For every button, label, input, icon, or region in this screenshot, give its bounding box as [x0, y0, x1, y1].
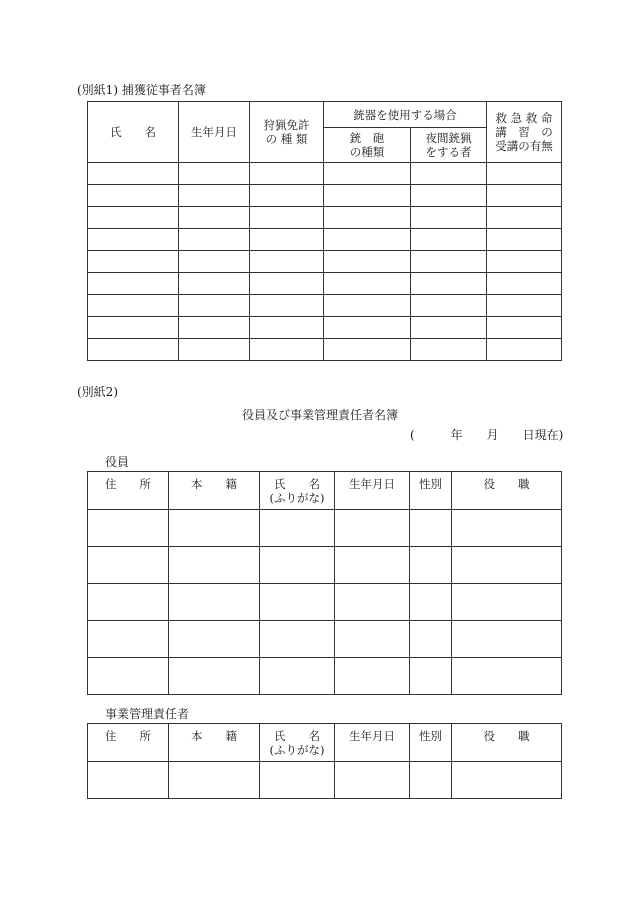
blank-cell[interactable] — [88, 339, 179, 361]
header-address: 住 所 — [88, 724, 169, 762]
officers-header-row — [88, 472, 562, 510]
blank-cell[interactable] — [250, 229, 324, 251]
blank-cell[interactable] — [169, 584, 260, 621]
blank-cell[interactable] — [324, 207, 411, 229]
blank-cell[interactable] — [179, 339, 250, 361]
blank-cell[interactable] — [335, 658, 410, 695]
hunter-row — [88, 185, 562, 207]
header-night-hunting: 夜間銃猟 をする者 — [411, 128, 487, 163]
blank-cell[interactable] — [179, 207, 250, 229]
officer-row — [88, 510, 562, 547]
blank-cell[interactable] — [324, 185, 411, 207]
hunter-row — [88, 339, 562, 361]
header-name: 氏 名 (ふりがな) — [260, 724, 335, 762]
blank-cell[interactable] — [411, 207, 487, 229]
blank-cell[interactable] — [260, 762, 335, 799]
blank-cell[interactable] — [487, 273, 562, 295]
manager-label: 事業管理責任者 — [105, 707, 190, 721]
blank-cell[interactable] — [452, 762, 562, 799]
blank-cell[interactable] — [88, 547, 169, 584]
header-birthdate: 生年月日 — [179, 102, 250, 163]
blank-cell[interactable] — [335, 621, 410, 658]
blank-cell[interactable] — [411, 229, 487, 251]
hunter-row — [88, 295, 562, 317]
blank-cell[interactable] — [487, 339, 562, 361]
blank-cell[interactable] — [179, 295, 250, 317]
blank-cell[interactable] — [487, 185, 562, 207]
header-gun-type: 銃 砲 の種類 — [324, 128, 411, 163]
blank-cell[interactable] — [169, 658, 260, 695]
blank-cell[interactable] — [452, 547, 562, 584]
blank-cell[interactable] — [324, 295, 411, 317]
blank-cell[interactable] — [410, 584, 452, 621]
blank-cell[interactable] — [411, 185, 487, 207]
header-sex: 性別 — [410, 472, 452, 510]
blank-cell[interactable] — [250, 295, 324, 317]
officer-row — [88, 547, 562, 584]
blank-cell[interactable] — [411, 339, 487, 361]
blank-cell[interactable] — [324, 163, 411, 185]
blank-cell[interactable] — [88, 621, 169, 658]
blank-cell[interactable] — [410, 547, 452, 584]
blank-cell[interactable] — [88, 163, 179, 185]
blank-cell[interactable] — [335, 584, 410, 621]
header-domicile: 本 籍 — [169, 472, 260, 510]
hunter-row — [88, 229, 562, 251]
blank-cell[interactable] — [179, 317, 250, 339]
blank-cell[interactable] — [88, 584, 169, 621]
blank-cell[interactable] — [411, 317, 487, 339]
blank-cell[interactable] — [88, 762, 169, 799]
header-name: 氏 名 (ふりがな) — [260, 472, 335, 510]
blank-cell[interactable] — [88, 317, 179, 339]
blank-cell[interactable] — [169, 762, 260, 799]
blank-cell[interactable] — [260, 658, 335, 695]
header-birthdate: 生年月日 — [335, 724, 410, 762]
hunter-row — [88, 317, 562, 339]
manager-table — [87, 723, 562, 799]
blank-cell[interactable] — [410, 621, 452, 658]
blank-cell[interactable] — [410, 762, 452, 799]
blank-cell[interactable] — [335, 510, 410, 547]
manager-row — [88, 762, 562, 799]
blank-cell[interactable] — [250, 317, 324, 339]
hunter-row — [88, 273, 562, 295]
blank-cell[interactable] — [324, 273, 411, 295]
blank-cell[interactable] — [250, 251, 324, 273]
blank-cell[interactable] — [88, 510, 169, 547]
blank-cell[interactable] — [250, 339, 324, 361]
section2-label: (別紙2) — [77, 385, 118, 399]
blank-cell[interactable] — [88, 295, 179, 317]
manager-header-row — [88, 724, 562, 762]
blank-cell[interactable] — [179, 251, 250, 273]
blank-cell[interactable] — [179, 185, 250, 207]
blank-cell[interactable] — [260, 510, 335, 547]
officers-table — [87, 471, 562, 695]
header-license-type: 狩猟免許 の 種 類 — [250, 102, 324, 163]
blank-cell[interactable] — [324, 251, 411, 273]
blank-cell[interactable] — [88, 658, 169, 695]
blank-cell[interactable] — [179, 163, 250, 185]
blank-cell[interactable] — [260, 584, 335, 621]
officer-row — [88, 658, 562, 695]
header-birthdate: 生年月日 — [335, 472, 410, 510]
officer-row — [88, 584, 562, 621]
blank-cell[interactable] — [324, 317, 411, 339]
blank-cell[interactable] — [324, 339, 411, 361]
blank-cell[interactable] — [410, 510, 452, 547]
blank-cell[interactable] — [169, 547, 260, 584]
blank-cell[interactable] — [452, 510, 562, 547]
blank-cell[interactable] — [250, 207, 324, 229]
officer-row — [88, 621, 562, 658]
blank-cell[interactable] — [250, 185, 324, 207]
hunter-row — [88, 207, 562, 229]
blank-cell[interactable] — [410, 658, 452, 695]
header-position: 役 職 — [452, 724, 562, 762]
header-address: 住 所 — [88, 472, 169, 510]
blank-cell[interactable] — [260, 621, 335, 658]
blank-cell[interactable] — [250, 273, 324, 295]
blank-cell[interactable] — [169, 621, 260, 658]
blank-cell[interactable] — [88, 229, 179, 251]
blank-cell[interactable] — [452, 621, 562, 658]
blank-cell[interactable] — [88, 273, 179, 295]
blank-cell[interactable] — [411, 163, 487, 185]
blank-cell[interactable] — [324, 229, 411, 251]
blank-cell[interactable] — [88, 207, 179, 229]
blank-cell[interactable] — [411, 251, 487, 273]
hunter-roster-table — [87, 101, 562, 361]
hunter-row — [88, 163, 562, 185]
blank-cell[interactable] — [411, 295, 487, 317]
blank-cell[interactable] — [452, 584, 562, 621]
blank-cell[interactable] — [452, 658, 562, 695]
header-sex: 性別 — [410, 724, 452, 762]
blank-cell[interactable] — [487, 163, 562, 185]
blank-cell[interactable] — [335, 547, 410, 584]
blank-cell[interactable] — [487, 229, 562, 251]
blank-cell[interactable] — [250, 163, 324, 185]
section1-label: (別紙1) 捕獲従事者名簿 — [77, 83, 206, 97]
header-position: 役 職 — [452, 472, 562, 510]
blank-cell[interactable] — [335, 762, 410, 799]
blank-cell[interactable] — [487, 251, 562, 273]
officers-label: 役員 — [105, 455, 130, 469]
blank-cell[interactable] — [88, 185, 179, 207]
blank-cell[interactable] — [487, 295, 562, 317]
blank-cell[interactable] — [260, 547, 335, 584]
date-line: ( 年 月 日現在) — [410, 428, 564, 442]
header-domicile: 本 籍 — [169, 724, 260, 762]
blank-cell[interactable] — [179, 273, 250, 295]
blank-cell[interactable] — [169, 510, 260, 547]
blank-cell[interactable] — [487, 317, 562, 339]
blank-cell[interactable] — [88, 251, 179, 273]
blank-cell[interactable] — [179, 229, 250, 251]
header-first-aid: 救 急 救 命 講 習 の 受講の有無 — [487, 102, 562, 163]
hunter-row — [88, 251, 562, 273]
header-name: 氏 名 — [88, 102, 179, 163]
header-gun-group: 銃器を使用する場合 — [324, 102, 487, 128]
section2-title: 役員及び事業管理責任者名簿 — [242, 408, 399, 422]
blank-cell[interactable] — [487, 207, 562, 229]
blank-cell[interactable] — [411, 273, 487, 295]
